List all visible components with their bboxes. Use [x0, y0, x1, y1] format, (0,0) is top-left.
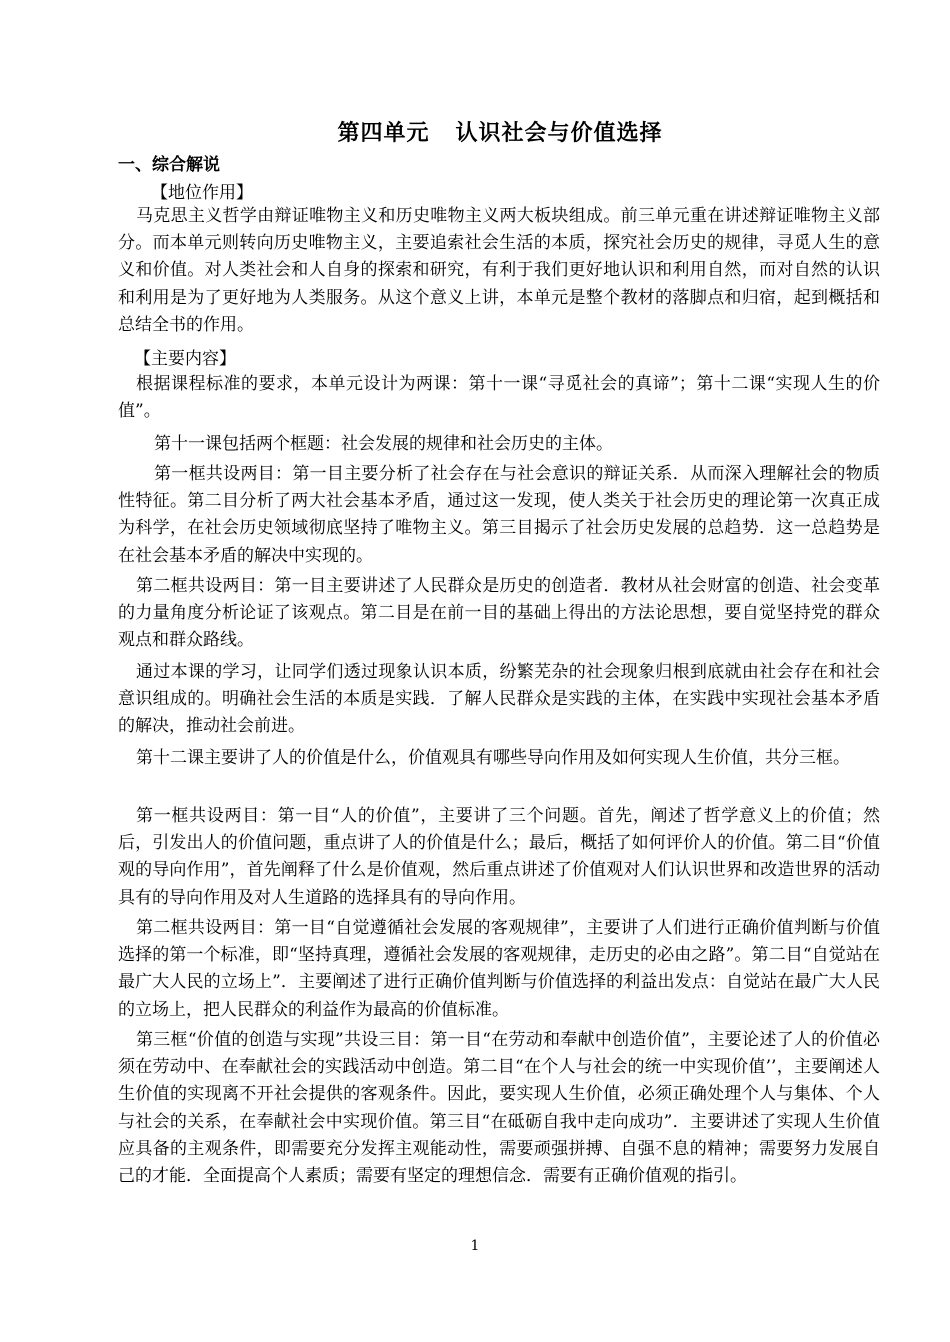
- paragraph-lesson11-summary: 通过本课的学习，让同学们透过现象认识本质，纷繁芜杂的社会现象归根到底就由社会存在和社会意识组成的。明确社会生活的本质是实践．了解人民群众是实践的主体，在实践中实现社会基本矛盾的解决，推动社会前进。: [118, 662, 880, 737]
- paragraph-lesson11-frame2: 第二框共设两目：第一目主要讲述了人民群众是历史的创造者．教材从社会财富的创造、社会变革的力量角度分析论证了该观点。第二目是在前一目的基础上得出的方法论思想，要自觉坚持党的群众观点和群众路线。: [118, 576, 880, 651]
- paragraph-lesson12-frame1: 第一框共设两目：第一目“人的价值”，主要讲了三个问题。首先，阐述了哲学意义上的价值；然后，引发出人的价值问题，重点讲了人的价值是什么；最后，概括了如何评价人的价值。第二目“价值观的导向作用”，首先阐释了什么是价值观，然后重点讲述了价值观对人们认识世界和改造世界的活动具有的导向作用及对人生道路的选择具有的导向作用。: [118, 806, 880, 908]
- label-main-content: 【主要内容】: [134, 349, 236, 369]
- label-position-role: 【地位作用】: [151, 183, 253, 203]
- paragraph-position-role: 马克思主义哲学由辩证唯物主义和历史唯物主义两大板块组成。前三单元重在讲述辩证唯物主义部分。而本单元则转向历史唯物主义，主要追索社会生活的本质，探究社会历史的规律，寻觅人生的意义和价值。对人类社会和人自身的探索和研究，有利于我们更好地认识和利用自然，而对自然的认识和利用是为了更好地为人类服务。从这个意义上讲，本单元是整个教材的落脚点和归宿，起到概括和总结全书的作用。: [118, 206, 880, 335]
- paragraph-course-design: 根据课程标准的要求，本单元设计为两课：第十一课“寻觅社会的真谛”；第十二课“实现人生的价值”。: [118, 374, 880, 422]
- paragraph-lesson11-overview: 第十一课包括两个框题：社会发展的规律和社会历史的主体。: [154, 434, 613, 454]
- unit-title: 第四单元 认识社会与价值选择: [337, 120, 663, 146]
- paragraph-lesson12-overview: 第十二课主要讲了人的价值是什么，价值观具有哪些导向作用及如何实现人生价值，共分三框。: [136, 748, 850, 768]
- page-number: 1: [470, 1238, 480, 1254]
- section-heading: 一、综合解说: [118, 155, 220, 175]
- paragraph-lesson12-frame3: 第三框“价值的创造与实现”共设三目：第一目“在劳动和奉献中创造价值”，主要论述了人的价值必须在劳动中、在奉献社会的实践活动中创造。第二目“在个人与社会的统一中实现价值’’，主要阐述人生价值的实现离不开社会提供的客观条件。因此，要实现人生价值，必须正确处理个人与集体、个人与社会的关系，在奉献社会中实现价值。第三目“在砥砺自我中走向成功”．主要讲述了实现人生价值应具备的主观条件，即需要充分发挥主观能动性，需要顽强拼搏、自强不息的精神；需要努力发展自己的才能．全面提高个人素质；需要有坚定的理想信念．需要有正确价值观的指引。: [118, 1030, 880, 1187]
- paragraph-lesson11-frame1: 第一框共设两目：第一目主要分析了社会存在与社会意识的辩证关系．从而深入理解社会的物质性特征。第二目分析了两大社会基本矛盾，通过这一发现，使人类关于社会历史的理论第一次真正成为科学，在社会历史领域彻底坚持了唯物主义。第三目揭示了社会历史发展的总趋势．这一总趋势是在社会基本矛盾的解决中实现的。: [118, 464, 880, 566]
- paragraph-lesson12-frame2: 第二框共设两目：第一目“自觉遵循社会发展的客观规律”，主要讲了人们进行正确价值判断与价值选择的第一个标准，即“坚持真理，遵循社会发展的客观规律，走历史的必由之路”。第二目“自觉站在最广大人民的立场上”．主要阐述了进行正确价值判断与价值选择的利益出发点：自觉站在最广大人民的立场上，把人民群众的利益作为最高的价值标准。: [118, 918, 880, 1020]
